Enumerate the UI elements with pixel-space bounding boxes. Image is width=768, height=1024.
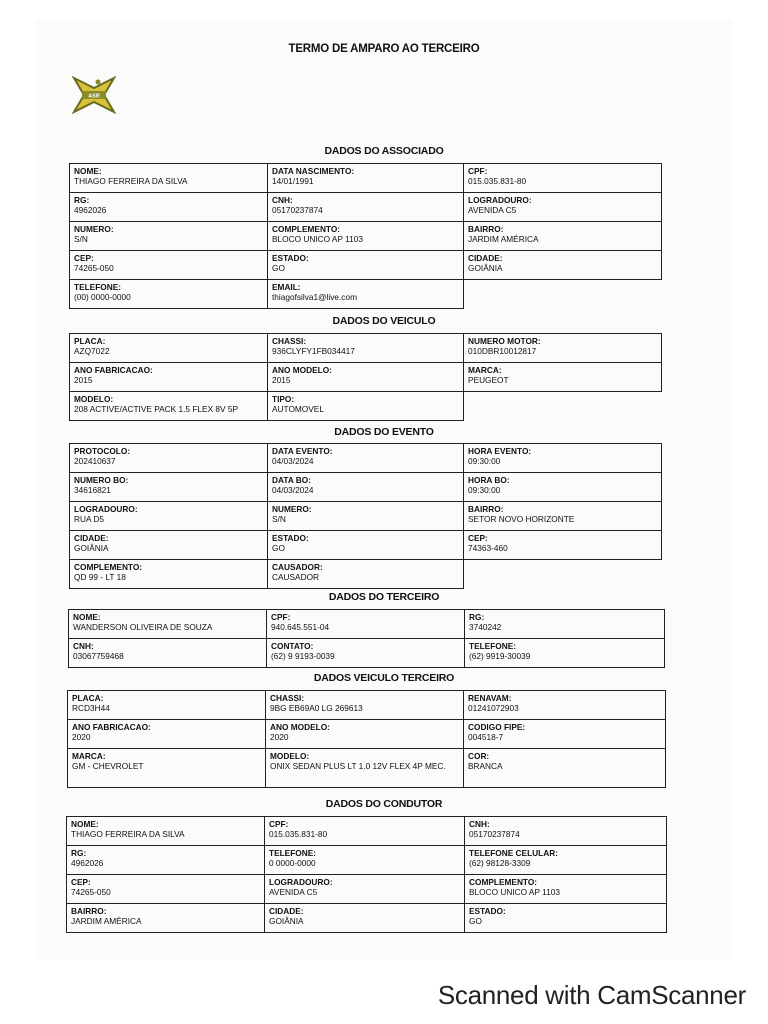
table-row xyxy=(70,334,662,363)
empty-cell xyxy=(464,392,662,421)
field-cell: LOGRADOURO: AVENIDA C5 xyxy=(265,875,465,904)
field-cell: PLACA: AZQ7022 xyxy=(70,334,268,363)
camscanner-watermark: Scanned with CamScanner xyxy=(437,980,746,1010)
field-cell: TELEFONE: 0 0000-0000 xyxy=(265,846,465,875)
field-cell: CNH: 05170237874 xyxy=(465,817,667,846)
field-cell: CAUSADOR: CAUSADOR xyxy=(268,560,464,589)
section-title-associado: DADOS DO ASSOCIADO xyxy=(324,145,444,157)
field-cell: PLACA: RCD3H44 xyxy=(68,691,266,720)
terceiro-table xyxy=(68,609,665,668)
section-title-veiculo: DADOS DO VEICULO xyxy=(332,315,436,327)
field-cell: CEP: 74265-050 xyxy=(67,875,265,904)
table-row xyxy=(70,164,662,193)
field-cell: CIDADE: GOIÂNIA xyxy=(265,904,465,933)
table-row xyxy=(70,531,662,560)
table-row xyxy=(68,749,666,788)
association-logo-icon xyxy=(72,76,116,114)
table-row xyxy=(68,720,666,749)
field-cell: BAIRRO: JARDIM AMÉRICA xyxy=(464,222,662,251)
field-cell: CPF: 015.035.831-80 xyxy=(265,817,465,846)
field-cell: COMPLEMENTO: BLOCO UNICO AP 1103 xyxy=(268,222,464,251)
field-cell: NOME: WANDERSON OLIVEIRA DE SOUZA xyxy=(69,610,267,639)
field-cell: CNH: 03067759468 xyxy=(69,639,267,668)
field-cell: CEP: 74265-050 xyxy=(70,251,268,280)
field-cell: NUMERO: S/N xyxy=(268,502,464,531)
field-cell: CEP: 74363-460 xyxy=(464,531,662,560)
field-cell: RG: 3740242 xyxy=(465,610,665,639)
logo-text: ASR xyxy=(88,93,100,100)
table-row xyxy=(70,473,662,502)
field-cell: LOGRADOURO: AVENIDA C5 xyxy=(464,193,662,222)
table-row xyxy=(70,560,662,589)
table-row xyxy=(70,222,662,251)
field-cell: ESTADO: GO xyxy=(268,251,464,280)
field-cell: HORA BO: 09:30:00 xyxy=(464,473,662,502)
field-cell: MODELO: ONIX SEDAN PLUS LT 1.0 12V FLEX 4P MEC. xyxy=(266,749,464,788)
field-cell: CHASSI: 936CLYFY1FB034417 xyxy=(268,334,464,363)
section-title-condutor: DADOS DO CONDUTOR xyxy=(325,798,443,810)
condutor-table xyxy=(66,816,667,933)
table-row xyxy=(70,280,662,309)
table-row xyxy=(70,444,662,473)
table-row xyxy=(67,846,667,875)
table-row xyxy=(69,639,665,668)
veiculo-terceiro-table xyxy=(67,690,666,788)
table-row xyxy=(70,392,662,421)
table-row xyxy=(70,251,662,280)
document-title: TERMO DE AMPARO AO TERCEIRO xyxy=(288,43,480,55)
table-row xyxy=(68,691,666,720)
table-row xyxy=(69,610,665,639)
field-cell: RG: 4962026 xyxy=(67,846,265,875)
field-cell: CODIGO FIPE: 004518-7 xyxy=(464,720,666,749)
field-cell: CIDADE: GOIÂNIA xyxy=(464,251,662,280)
empty-cell xyxy=(464,560,662,589)
field-cell: EMAIL: thiagofsilva1@live.com xyxy=(268,280,464,309)
field-cell: LOGRADOURO: RUA D5 xyxy=(70,502,268,531)
field-cell: TELEFONE: (00) 0000-0000 xyxy=(70,280,268,309)
table-row xyxy=(70,193,662,222)
associado-table xyxy=(69,163,662,309)
section-title-evento: DADOS DO EVENTO xyxy=(334,426,434,438)
field-cell: MARCA: GM - CHEVROLET xyxy=(68,749,266,788)
field-cell: ANO FABRICACAO: 2015 xyxy=(70,363,268,392)
field-cell: BAIRRO: SETOR NOVO HORIZONTE xyxy=(464,502,662,531)
field-cell: PROTOCOLO: 202410637 xyxy=(70,444,268,473)
field-cell: CPF: 015.035.831-80 xyxy=(464,164,662,193)
field-cell: CHASSI: 9BG EB69A0 LG 269613 xyxy=(266,691,464,720)
field-cell: TELEFONE CELULAR: (62) 98128-3309 xyxy=(465,846,667,875)
field-cell: COMPLEMENTO: BLOCO UNICO AP 1103 xyxy=(465,875,667,904)
field-cell: RENAVAM: 01241072903 xyxy=(464,691,666,720)
field-cell: CPF: 940.645.551-04 xyxy=(267,610,465,639)
veiculo-table xyxy=(69,333,662,421)
field-cell: ESTADO: GO xyxy=(268,531,464,560)
table-row xyxy=(67,904,667,933)
field-cell: ESTADO: GO xyxy=(465,904,667,933)
field-cell: NUMERO: S/N xyxy=(70,222,268,251)
table-row xyxy=(70,363,662,392)
field-cell: NOME: THIAGO FERREIRA DA SILVA xyxy=(70,164,268,193)
field-cell: NUMERO BO: 34616821 xyxy=(70,473,268,502)
field-cell: TIPO: AUTOMOVEL xyxy=(268,392,464,421)
field-cell: ANO FABRICACAO: 2020 xyxy=(68,720,266,749)
section-title-terceiro: DADOS DO TERCEIRO xyxy=(328,591,440,603)
table-row xyxy=(67,875,667,904)
field-cell: MODELO: 208 ACTIVE/ACTIVE PACK 1.5 FLEX 8V 5P xyxy=(70,392,268,421)
field-cell: CIDADE: GOIÂNIA xyxy=(70,531,268,560)
field-cell: BAIRRO: JARDIM AMÉRICA xyxy=(67,904,265,933)
field-cell: HORA EVENTO: 09:30:00 xyxy=(464,444,662,473)
field-cell: RG: 4962026 xyxy=(70,193,268,222)
field-cell: ANO MODELO: 2015 xyxy=(268,363,464,392)
field-cell: CNH: 05170237874 xyxy=(268,193,464,222)
field-cell: ANO MODELO: 2020 xyxy=(266,720,464,749)
field-cell: TELEFONE: (62) 9919-30039 xyxy=(465,639,665,668)
empty-cell xyxy=(464,280,662,309)
table-row xyxy=(67,817,667,846)
field-cell: DATA EVENTO: 04/03/2024 xyxy=(268,444,464,473)
table-row xyxy=(70,502,662,531)
field-cell: COMPLEMENTO: QD 99 - LT 18 xyxy=(70,560,268,589)
evento-table xyxy=(69,443,662,589)
field-cell: MARCA: PEUGEOT xyxy=(464,363,662,392)
field-cell: CONTATO: (62) 9 9193-0039 xyxy=(267,639,465,668)
field-cell: DATA NASCIMENTO: 14/01/1991 xyxy=(268,164,464,193)
field-cell: NOME: THIAGO FERREIRA DA SILVA xyxy=(67,817,265,846)
section-title-veiculo-terceiro: DADOS VEICULO TERCEIRO xyxy=(313,672,455,684)
field-cell: COR: BRANCA xyxy=(464,749,666,788)
field-cell: NUMERO MOTOR: 010DBR10012817 xyxy=(464,334,662,363)
field-cell: DATA BO: 04/03/2024 xyxy=(268,473,464,502)
